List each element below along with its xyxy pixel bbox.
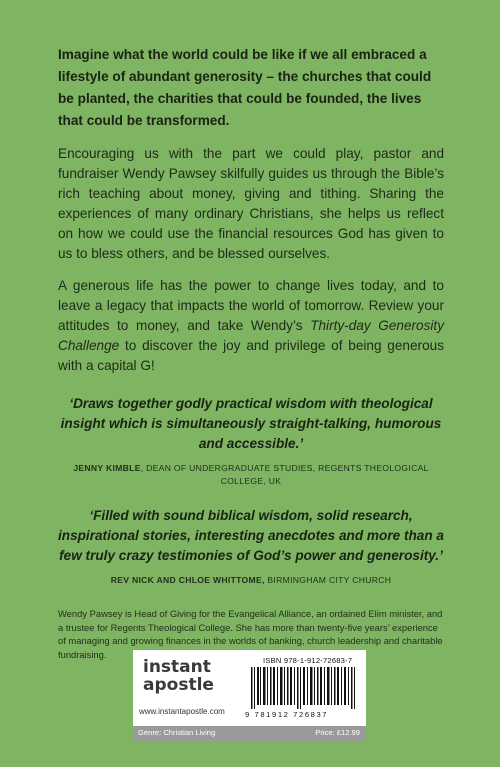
endorser-name-1: JENNY KIMBLE — [73, 463, 141, 473]
description-paragraph-1: Encouraging us with the part we could play, pastor and fundraiser Wendy Pawsey skilfully guides us through the Bible’s rich teaching about money, giving and tithing. Sharing the experiences of many ordinary Christians, she helps us reflect on how we could use the financial resources God has given to us to bless others, and be blessed ourselves. — [58, 146, 444, 261]
genre-label: Genre: Christian Living — [138, 728, 216, 737]
endorsement-attribution-1 — [58, 462, 444, 488]
publisher-logo-line-1: instant — [143, 657, 211, 677]
endorsement-attribution-2 — [58, 574, 444, 587]
isbn-text: ISBN 978-1-912-72683-7 — [263, 656, 353, 665]
endorser-name-2: REV NICK AND CHLOE WHITTOME, — [110, 575, 265, 585]
lead-paragraph: Imagine what the world could be like if we all embraced a lifestyle of abundant generosity – the churches that could be planted, the charities that could be founded, the lives that could be transformed. — [58, 47, 432, 128]
endorser-role-1: , DEAN OF UNDERGRADUATE STUDIES, REGENTS THEOLOGICAL COLLEGE, UK — [140, 463, 429, 486]
publisher-url: www.instantapostle.com — [139, 707, 225, 716]
price-label: Price: £12.99 — [315, 728, 360, 737]
endorsement-quote-1: ‘Draws together godly practical wisdom with theological insight which is simultaneously straight-talking, humorous and accessible.’ — [60, 396, 442, 451]
description-paragraph-2 — [58, 276, 444, 376]
challenge-title: Thirty-day Generosity Challenge — [58, 318, 444, 353]
endorsement-quote-2: ‘Filled with sound biblical wisdom, solid research, inspirational stories, interesting anecdotes and more than a few truly crazy testimonies of God’s power and generosity.’ — [57, 508, 444, 563]
barcode-digits: 9 781912 726837 — [245, 710, 329, 719]
paragraph-2-start: A generous life has the power to change lives today, and to leave a legacy that impacts the world of tomorrow. Review your attitudes to money, and take Wendy’s — [58, 278, 444, 333]
paragraph-2-end: to discover the joy and privilege of being generous with a capital G! — [58, 338, 444, 373]
publisher-logo-line-2: apostle — [143, 675, 214, 695]
genre-price-strip — [133, 726, 366, 741]
author-bio: Wendy Pawsey is Head of Giving for the Evangelical Alliance, an ordained Elim minister, and a trustee for Regents Theological College. She has more than twenty-five years’ experience of managing and growing finances in the worlds of banking, church leadership and charitable fundraising. — [58, 608, 443, 660]
back-cover-text — [58, 44, 444, 670]
barcode-icon — [249, 667, 359, 709]
endorser-role-2: BIRMINGHAM CITY CHURCH — [264, 575, 392, 585]
